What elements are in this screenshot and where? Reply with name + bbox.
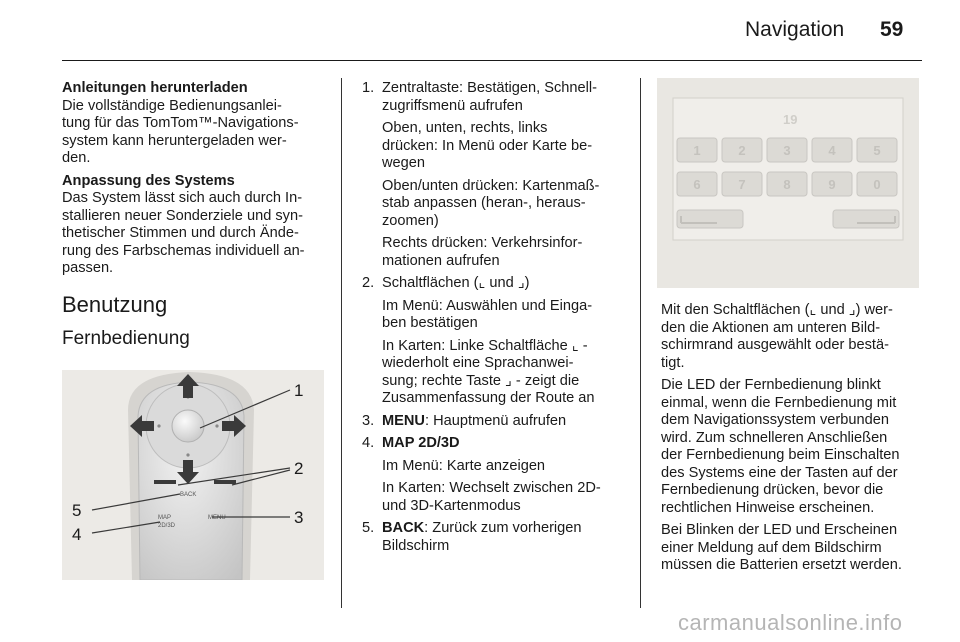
keypad-key-label: 7 [738,177,746,192]
page-number: 59 [880,18,904,41]
list-item: 1. Zentraltaste: Bestätigen, Schnell- zugriffsmenü aufrufen Oben, unten, rechts, links drücken: In Menü oder Karte be- wegen Oben/unten drücken: Kartenmaß- stab anpassen (heran-, heraus- zoomen) Rechts drücken: Verkehrsinfor- mationen aufrufen [362,80,600,269]
column-divider-2 [640,78,641,608]
callout-1: 1 [294,381,304,400]
list-item: 2. Schaltflächen (⌞ und ⌟) Im Menü: Auswählen und Einga- ben bestätigen In Karten: Linke Schaltfläche ⌞ - wiederholt eine Sprachanwei- sung; rechte Taste ⌟ - zeigt die Zusammenfassung der Route an [362,275,595,406]
right-column [661,302,923,580]
center-button [172,410,204,442]
paragraph-download: Die vollständige Bedienungsanlei- tung für das TomTom™-Navigations- system kann heruntergeladen wer- den. [62,97,299,166]
keypad-key-label: 8 [783,177,791,192]
list-item: 3. MENU: Hauptmenü aufrufen [362,412,567,429]
left-soft-key-icon [154,480,176,484]
keypad-key-label: 2 [738,143,746,158]
header-divider [62,60,922,61]
right-action-button [833,210,899,228]
callout-2: 2 [294,459,304,478]
screen-title: 19 [783,112,798,127]
list-item: 4. MAP 2D/3D Im Menü: Karte anzeigen In Karten: Wechselt zwischen 2D- und 3D-Kartenmodus [362,435,601,514]
keypad-key-label: 1 [693,143,701,158]
right-soft-key-icon [214,480,236,484]
map-key-label: MAP [158,515,172,521]
heading-download: Anleitungen herunterladen [62,80,248,96]
left-column [62,80,330,358]
keypad-key-label: 6 [693,177,701,192]
paragraph-led: Die LED der Fernbedienung blinkt einmal, wenn die Fernbedienung mit dem Navigationssystem verbunden wird. Zum schnelleren Anschließen der Fernbedienung beim Einschalten des Systems eine der Tasten auf der Fernbedienung drücken, bevor die rechtlichen Hinweise erscheinen. [661,377,900,516]
keypad-key-label: 4 [828,143,836,158]
column-divider-1 [341,78,342,608]
paragraph-soft-keys: Mit den Schaltflächen (⌞ und ⌟) wer- den die Aktionen am unteren Bild- schirmrand ausgewählt oder bestä- tigt. [661,302,893,371]
left-action-button [677,210,743,228]
section-heading: Benutzung [62,291,168,317]
keypad-key-label: 9 [828,177,836,192]
callout-4: 4 [72,525,82,544]
keypad-screen-illustration [657,78,919,288]
mode-key-label: 2D/3D [158,523,176,529]
function-list [362,80,630,555]
screen-figure [657,78,919,288]
remote-control-figure [62,370,324,580]
middle-column [362,80,630,560]
back-key-label: BACK [180,492,197,498]
paragraph-customize: Das System lässt sich auch durch In- stallieren neuer Sonderziele und syn- thetischer Stimmen und durch Ände- rung des Farbschemas individuell an- passen. [62,190,305,276]
heading-customize: Anpassung des Systems [62,172,235,189]
subsection-heading: Fernbedienung [62,327,190,349]
keypad-key-label: 3 [783,143,791,158]
menu-key-label: MENU [208,515,226,521]
keypad-key-label: 0 [873,177,881,192]
page-title: Navigation [745,18,845,41]
paragraph-batteries: Bei Blinken der LED und Erscheinen einer Meldung auf dem Bildschirm müssen die Batterien ersetzt werden. [661,522,902,573]
keypad-key-label: 5 [873,143,881,158]
callout-3: 3 [294,508,304,527]
callout-5: 5 [72,501,82,520]
watermark: carmanualsonline.info [678,610,903,635]
remote-control-illustration [62,370,324,580]
list-item: 5. BACK: Zurück zum vorherigen Bildschirm [362,520,582,554]
